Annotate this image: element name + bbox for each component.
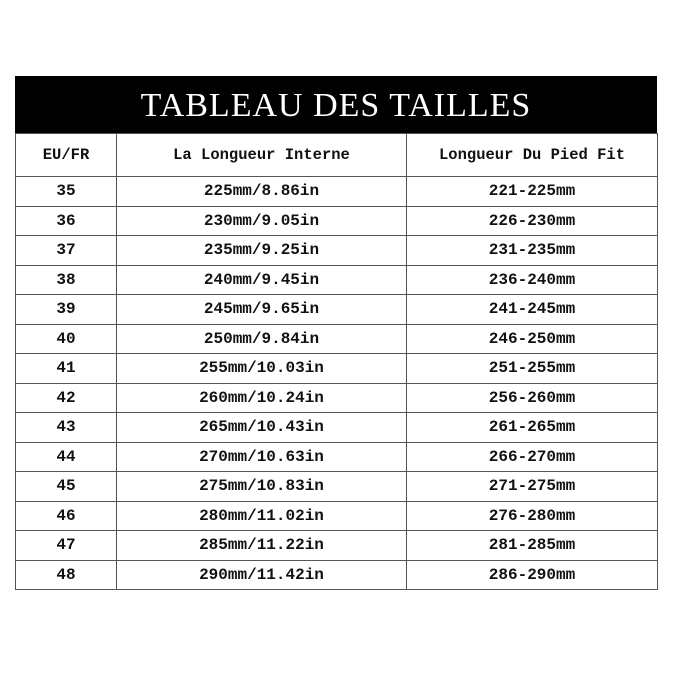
cell-eu-size: 43: [16, 413, 117, 443]
table-row: [16, 472, 658, 502]
cell-foot-length: 226-230mm: [407, 206, 658, 236]
cell-inner-length: 270mm/10.63in: [117, 442, 407, 472]
size-chart: [15, 76, 657, 590]
cell-inner-length: 265mm/10.43in: [117, 413, 407, 443]
table-row: [16, 442, 658, 472]
table-row: [16, 265, 658, 295]
cell-eu-size: 45: [16, 472, 117, 502]
cell-eu-size: 46: [16, 501, 117, 531]
table-row: [16, 236, 658, 266]
header-row: [16, 134, 658, 177]
cell-inner-length: 275mm/10.83in: [117, 472, 407, 502]
cell-foot-length: 236-240mm: [407, 265, 658, 295]
header-inner-length: La Longueur Interne: [117, 134, 407, 177]
cell-foot-length: 261-265mm: [407, 413, 658, 443]
cell-foot-length: 276-280mm: [407, 501, 658, 531]
cell-eu-size: 48: [16, 560, 117, 590]
cell-inner-length: 240mm/9.45in: [117, 265, 407, 295]
cell-foot-length: 271-275mm: [407, 472, 658, 502]
cell-inner-length: 260mm/10.24in: [117, 383, 407, 413]
cell-eu-size: 44: [16, 442, 117, 472]
cell-inner-length: 250mm/9.84in: [117, 324, 407, 354]
table-row: [16, 324, 658, 354]
cell-inner-length: 235mm/9.25in: [117, 236, 407, 266]
cell-foot-length: 241-245mm: [407, 295, 658, 325]
table-row: [16, 206, 658, 236]
cell-eu-size: 40: [16, 324, 117, 354]
cell-eu-size: 37: [16, 236, 117, 266]
cell-foot-length: 286-290mm: [407, 560, 658, 590]
cell-eu-size: 35: [16, 177, 117, 207]
cell-eu-size: 42: [16, 383, 117, 413]
cell-eu-size: 36: [16, 206, 117, 236]
header-eu-fr: EU/FR: [16, 134, 117, 177]
table-row: [16, 295, 658, 325]
cell-foot-length: 256-260mm: [407, 383, 658, 413]
cell-inner-length: 285mm/11.22in: [117, 531, 407, 561]
table-row: [16, 560, 658, 590]
size-table: [15, 133, 658, 590]
table-row: [16, 501, 658, 531]
cell-inner-length: 230mm/9.05in: [117, 206, 407, 236]
cell-foot-length: 246-250mm: [407, 324, 658, 354]
cell-foot-length: 251-255mm: [407, 354, 658, 384]
cell-inner-length: 255mm/10.03in: [117, 354, 407, 384]
cell-inner-length: 280mm/11.02in: [117, 501, 407, 531]
cell-inner-length: 245mm/9.65in: [117, 295, 407, 325]
cell-eu-size: 39: [16, 295, 117, 325]
cell-eu-size: 38: [16, 265, 117, 295]
cell-foot-length: 231-235mm: [407, 236, 658, 266]
chart-title: TABLEAU DES TAILLES: [15, 76, 657, 133]
table-row: [16, 531, 658, 561]
cell-foot-length: 266-270mm: [407, 442, 658, 472]
table-row: [16, 354, 658, 384]
table-row: [16, 413, 658, 443]
header-foot-length: Longueur Du Pied Fit: [407, 134, 658, 177]
cell-inner-length: 225mm/8.86in: [117, 177, 407, 207]
cell-eu-size: 41: [16, 354, 117, 384]
table-row: [16, 177, 658, 207]
cell-foot-length: 281-285mm: [407, 531, 658, 561]
cell-foot-length: 221-225mm: [407, 177, 658, 207]
table-row: [16, 383, 658, 413]
cell-eu-size: 47: [16, 531, 117, 561]
cell-inner-length: 290mm/11.42in: [117, 560, 407, 590]
